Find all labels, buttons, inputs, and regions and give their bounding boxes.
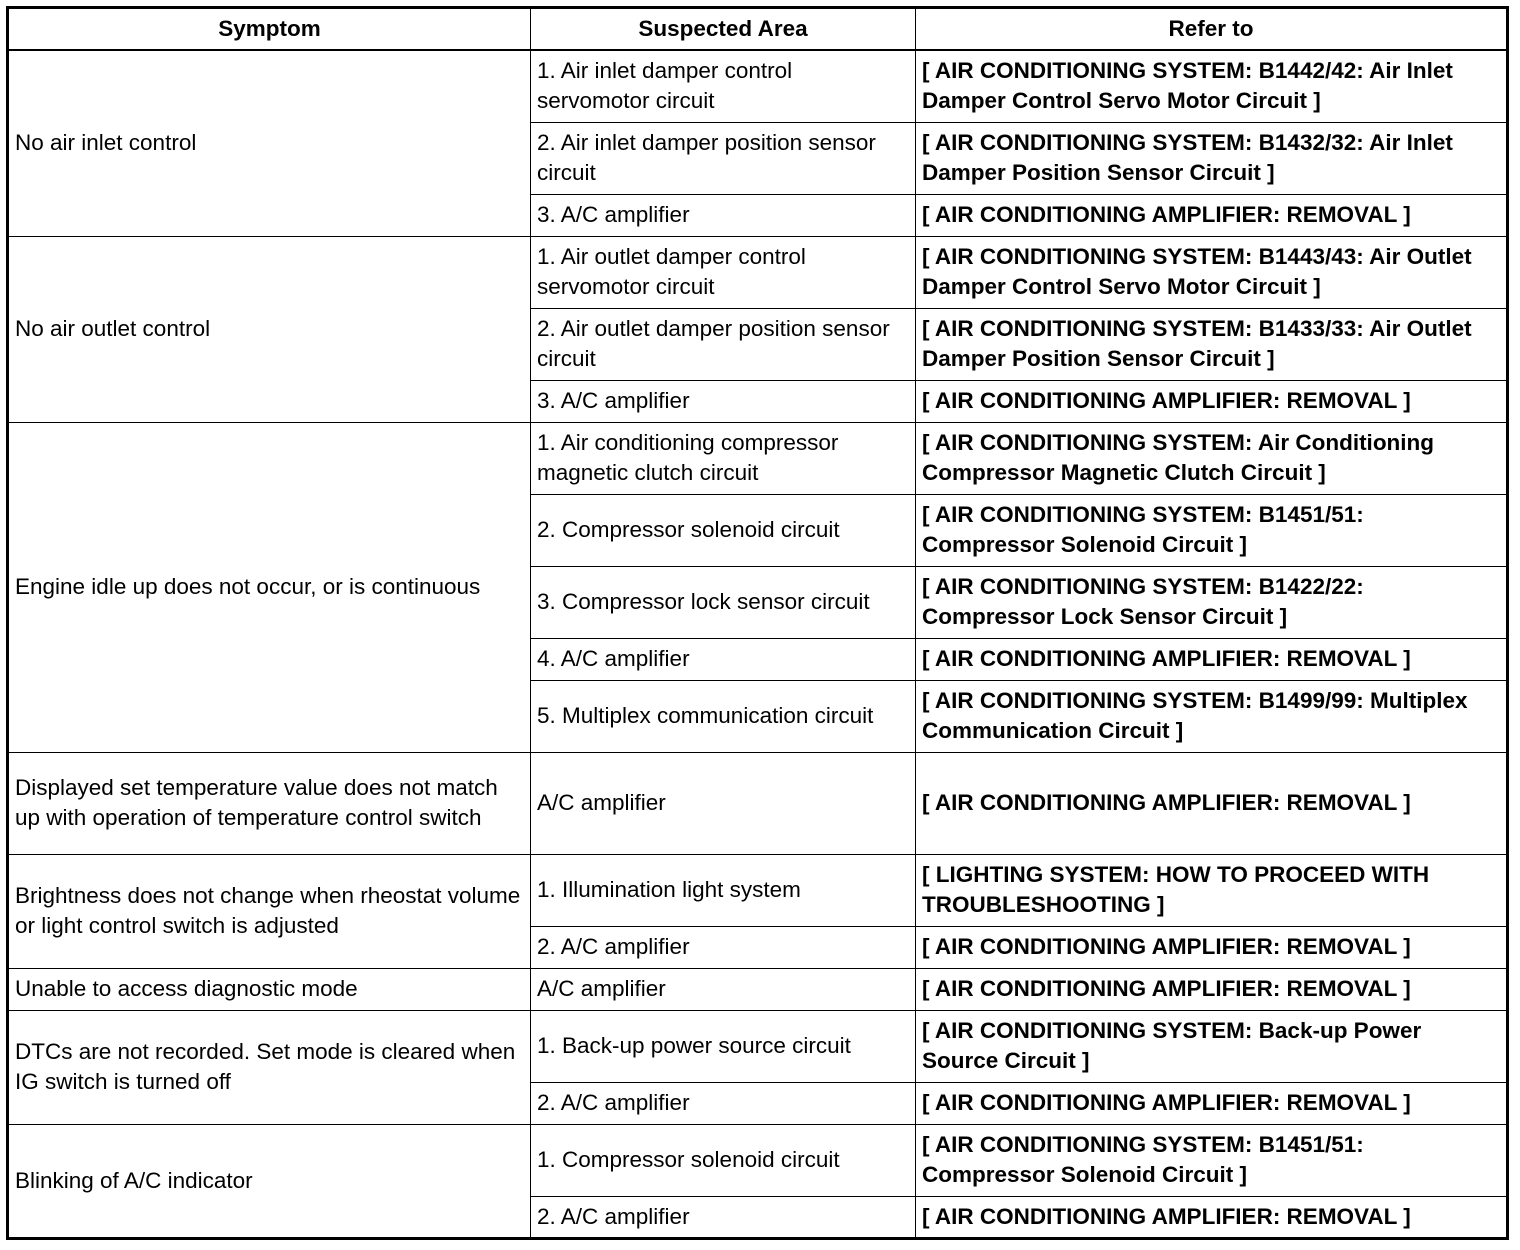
refer-to-cell: [ AIR CONDITIONING SYSTEM: B1442/42: Air Inlet Damper Control Servo Motor Circuit ]	[916, 50, 1508, 122]
table-body	[8, 50, 1508, 1238]
refer-to-cell: [ AIR CONDITIONING SYSTEM: B1432/32: Air Inlet Damper Position Sensor Circuit ]	[916, 122, 1508, 194]
table-row	[8, 1124, 1508, 1196]
suspected-area-cell: 3. Compressor lock sensor circuit	[531, 566, 916, 638]
symptom-cell: Unable to access diagnostic mode	[8, 968, 531, 1010]
refer-to-cell: [ AIR CONDITIONING SYSTEM: Air Conditioning Compressor Magnetic Clutch Circuit ]	[916, 422, 1508, 494]
refer-to-cell: [ LIGHTING SYSTEM: HOW TO PROCEED WITH TROUBLESHOOTING ]	[916, 854, 1508, 926]
table-row	[8, 50, 1508, 122]
table-row	[8, 968, 1508, 1010]
table-row	[8, 422, 1508, 494]
table-row	[8, 752, 1508, 854]
refer-to-cell: [ AIR CONDITIONING AMPLIFIER: REMOVAL ]	[916, 380, 1508, 422]
suspected-area-cell: 2. Air outlet damper position sensor circuit	[531, 308, 916, 380]
suspected-area-cell: 2. A/C amplifier	[531, 926, 916, 968]
suspected-area-cell: 1. Back-up power source circuit	[531, 1010, 916, 1082]
refer-to-cell: [ AIR CONDITIONING AMPLIFIER: REMOVAL ]	[916, 1196, 1508, 1238]
symptom-cell: No air outlet control	[8, 236, 531, 422]
suspected-area-cell: 3. A/C amplifier	[531, 380, 916, 422]
suspected-area-cell: 2. Air inlet damper position sensor circuit	[531, 122, 916, 194]
symptom-cell: Brightness does not change when rheostat volume or light control switch is adjusted	[8, 854, 531, 968]
symptom-cell: Displayed set temperature value does not match up with operation of temperature control switch	[8, 752, 531, 854]
header-symptom: Symptom	[8, 8, 531, 51]
refer-to-cell: [ AIR CONDITIONING SYSTEM: Back-up Power Source Circuit ]	[916, 1010, 1508, 1082]
refer-to-cell: [ AIR CONDITIONING AMPLIFIER: REMOVAL ]	[916, 926, 1508, 968]
symptom-cell: DTCs are not recorded. Set mode is cleared when IG switch is turned off	[8, 1010, 531, 1124]
suspected-area-cell: A/C amplifier	[531, 968, 916, 1010]
table-row	[8, 236, 1508, 308]
refer-to-cell: [ AIR CONDITIONING SYSTEM: B1443/43: Air Outlet Damper Control Servo Motor Circuit ]	[916, 236, 1508, 308]
suspected-area-cell: 1. Compressor solenoid circuit	[531, 1124, 916, 1196]
refer-to-cell: [ AIR CONDITIONING AMPLIFIER: REMOVAL ]	[916, 752, 1508, 854]
suspected-area-cell: 3. A/C amplifier	[531, 194, 916, 236]
header-suspected-area: Suspected Area	[531, 8, 916, 51]
refer-to-cell: [ AIR CONDITIONING SYSTEM: B1422/22: Compressor Lock Sensor Circuit ]	[916, 566, 1508, 638]
suspected-area-cell: 2. A/C amplifier	[531, 1196, 916, 1238]
header-row	[8, 8, 1508, 51]
suspected-area-cell: 1. Air outlet damper control servomotor circuit	[531, 236, 916, 308]
symptom-cell: No air inlet control	[8, 50, 531, 236]
header-refer-to: Refer to	[916, 8, 1508, 51]
refer-to-cell: [ AIR CONDITIONING SYSTEM: B1499/99: Multiplex Communication Circuit ]	[916, 680, 1508, 752]
table-row	[8, 1010, 1508, 1082]
suspected-area-cell: 2. Compressor solenoid circuit	[531, 494, 916, 566]
suspected-area-cell: 4. A/C amplifier	[531, 638, 916, 680]
refer-to-cell: [ AIR CONDITIONING SYSTEM: B1451/51: Compressor Solenoid Circuit ]	[916, 494, 1508, 566]
suspected-area-cell: 1. Illumination light system	[531, 854, 916, 926]
suspected-area-cell: 1. Air conditioning compressor magnetic clutch circuit	[531, 422, 916, 494]
symptom-cell: Engine idle up does not occur, or is continuous	[8, 422, 531, 752]
suspected-area-cell: 1. Air inlet damper control servomotor circuit	[531, 50, 916, 122]
refer-to-cell: [ AIR CONDITIONING AMPLIFIER: REMOVAL ]	[916, 194, 1508, 236]
refer-to-cell: [ AIR CONDITIONING SYSTEM: B1451/51: Compressor Solenoid Circuit ]	[916, 1124, 1508, 1196]
refer-to-cell: [ AIR CONDITIONING AMPLIFIER: REMOVAL ]	[916, 1082, 1508, 1124]
refer-to-cell: [ AIR CONDITIONING AMPLIFIER: REMOVAL ]	[916, 968, 1508, 1010]
troubleshooting-table	[6, 6, 1509, 1240]
suspected-area-cell: 5. Multiplex communication circuit	[531, 680, 916, 752]
table-row	[8, 854, 1508, 926]
suspected-area-cell: A/C amplifier	[531, 752, 916, 854]
symptom-cell: Blinking of A/C indicator	[8, 1124, 531, 1238]
refer-to-cell: [ AIR CONDITIONING SYSTEM: B1433/33: Air Outlet Damper Position Sensor Circuit ]	[916, 308, 1508, 380]
refer-to-cell: [ AIR CONDITIONING AMPLIFIER: REMOVAL ]	[916, 638, 1508, 680]
suspected-area-cell: 2. A/C amplifier	[531, 1082, 916, 1124]
